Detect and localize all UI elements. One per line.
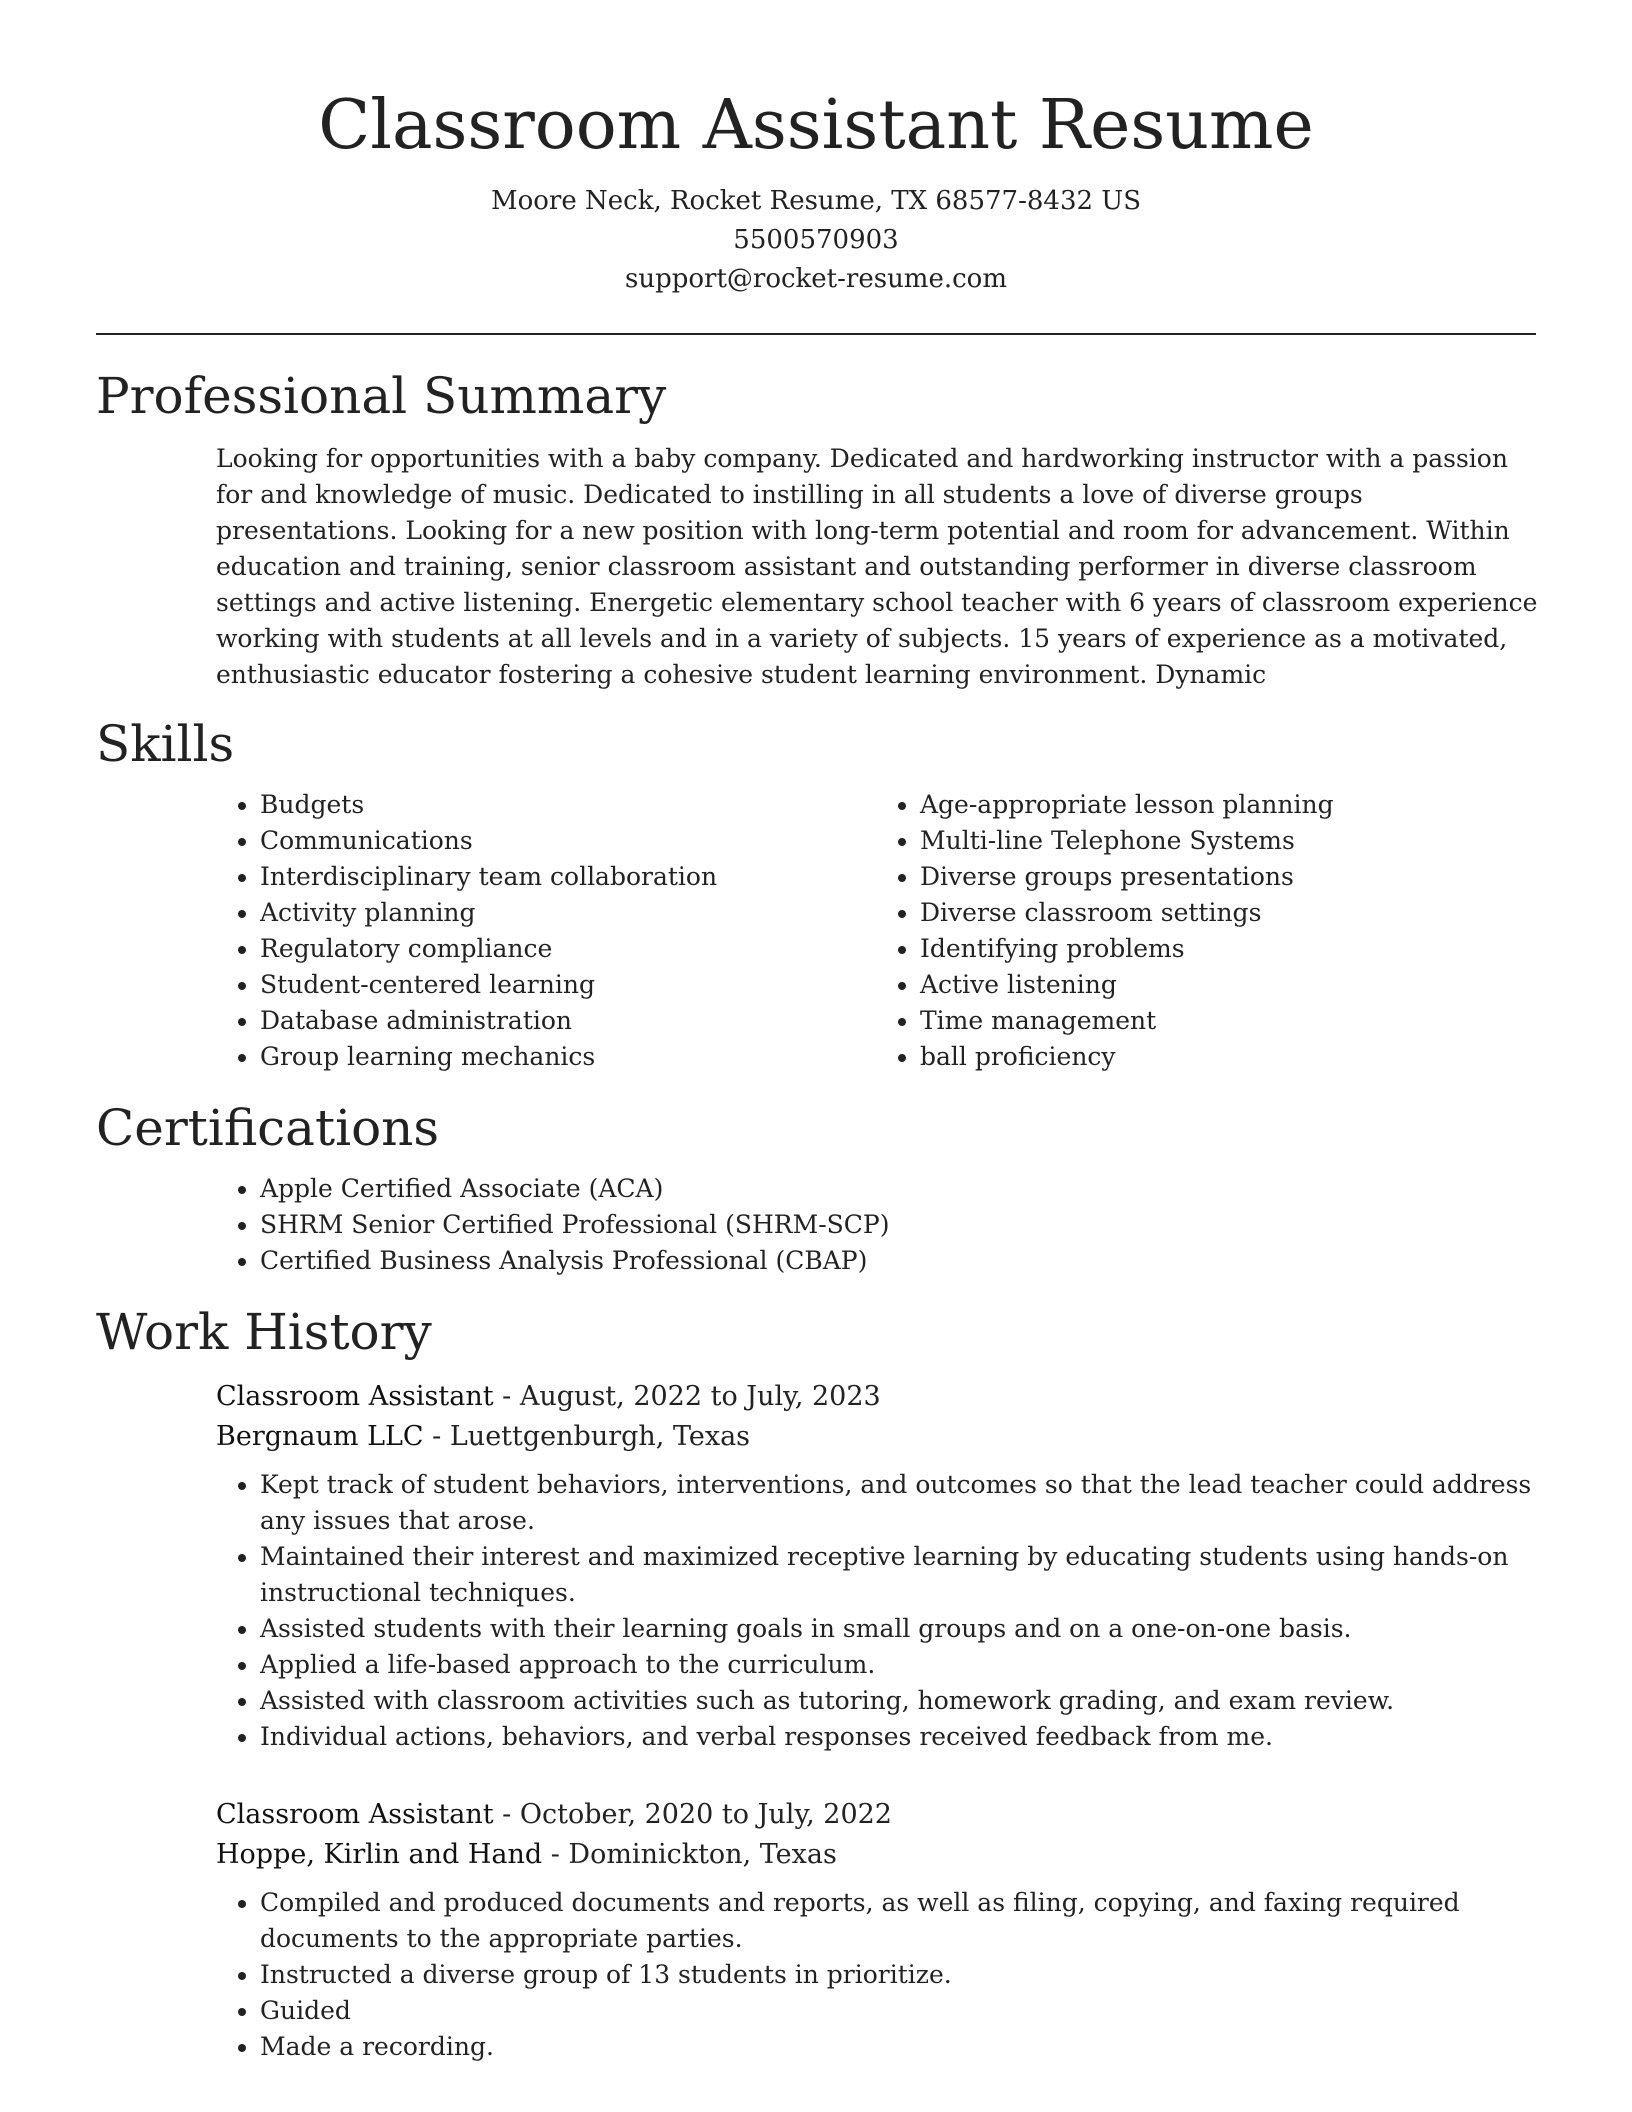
resume-page: [96, 0, 1536, 2065]
job-duty-item: • Assisted with classroom activities such as tutoring, homework grading, and exam review.: [260, 1683, 1550, 1719]
skill-item: • Activity planning: [260, 895, 876, 931]
skill-item: • Communications: [260, 823, 876, 859]
resume-header: [96, 0, 1536, 299]
skills-heading: Skills: [96, 715, 235, 773]
skill-item: • Student-centered learning: [260, 967, 876, 1003]
skill-item: • ball proficiency: [920, 1039, 1536, 1075]
job-company-line: [216, 1835, 1536, 1875]
job-duty-item: • Kept track of student behaviors, interventions, and outcomes so that the lead teacher could address any issues that arose.: [260, 1467, 1550, 1539]
skills-columns: [216, 787, 1536, 1075]
skill-item: • Diverse classroom settings: [920, 895, 1536, 931]
job-company: Hoppe, Kirlin and Hand: [216, 1839, 543, 1870]
job-duty-item: • Maintained their interest and maximized receptive learning by educating students using hands-on instructional techniques.: [260, 1539, 1550, 1611]
address-text: Moore Neck, Rocket Resume, TX 68577-8432 US: [490, 186, 1142, 216]
job-role: Classroom Assistant: [216, 1799, 494, 1830]
skill-item: • Active listening: [920, 967, 1536, 1003]
job-company: Bergnaum LLC: [216, 1421, 424, 1452]
summary-section: [96, 365, 1536, 693]
job-role: Classroom Assistant: [216, 1381, 494, 1412]
job-entry: [216, 1795, 1536, 2065]
skills-section: [96, 713, 1536, 1075]
job-entry: [216, 1377, 1536, 1755]
certifications-heading: Certifications: [96, 1099, 440, 1157]
job-duty-item: • Compiled and produced documents and reports, as well as filing, copying, and faxing required documents to the appropriate parties.: [260, 1885, 1550, 1957]
summary-heading: Professional Summary: [96, 367, 667, 425]
work-history-heading: Work History: [96, 1303, 432, 1361]
job-dates: - October, 2020 to July, 2022: [493, 1799, 892, 1830]
certification-item: • Apple Certified Associate (ACA): [260, 1171, 1536, 1207]
job-duty-item: • Made a recording.: [260, 2029, 1550, 2065]
job-duty-item: • Instructed a diverse group of 13 students in prioritize.: [260, 1957, 1550, 1993]
skill-item: • Time management: [920, 1003, 1536, 1039]
job-title-line: [216, 1377, 1536, 1417]
work-history-body: [216, 1377, 1536, 2065]
skill-item: • Budgets: [260, 787, 876, 823]
skill-item: • Database administration: [260, 1003, 876, 1039]
skill-item: • Identifying problems: [920, 931, 1536, 967]
skills-list-right: [876, 787, 1536, 1075]
summary-body: [216, 441, 1536, 693]
job-title-line: [216, 1795, 1536, 1835]
header-divider: [96, 333, 1536, 335]
job-duty-item: • Applied a life-based approach to the curriculum.: [260, 1647, 1550, 1683]
resume-title: Classroom Assistant Resume: [318, 86, 1314, 165]
summary-paragraph: Looking for opportunities with a baby company. Dedicated and hardworking instructor with a passion for and knowledge of music. Dedicated to instilling in all students a love of diverse groups presentations. Looking for a new position with long-term potential and room for advancement. Within education and training, senior classroom assistant and outstanding performer in diverse classroom settings and active listening. Energetic elementary school teacher with 6 years of classroom experience working with students at all levels and in a variety of subjects. 15 years of experience as a motivated, enthusiastic educator fostering a cohesive student learning environment. Dynamic: [216, 444, 1538, 689]
email-text: support@rocket-resume.com: [624, 264, 1007, 294]
skills-list-left: [216, 787, 876, 1075]
certifications-list: [216, 1171, 1536, 1279]
skill-item: • Interdisciplinary team collaboration: [260, 859, 876, 895]
skill-item: • Group learning mechanics: [260, 1039, 876, 1075]
skill-item: • Diverse groups presentations: [920, 859, 1536, 895]
skill-item: • Multi-line Telephone Systems: [920, 823, 1536, 859]
job-location: - Luettgenburgh, Texas: [423, 1421, 751, 1452]
job-duty-item: • Assisted students with their learning goals in small groups and on a one-on-one basis.: [260, 1611, 1550, 1647]
certification-item: • Certified Business Analysis Professional (CBAP): [260, 1243, 1536, 1279]
job-duty-item: • Individual actions, behaviors, and verbal responses received feedback from me.: [260, 1719, 1550, 1755]
job-dates: - August, 2022 to July, 2023: [493, 1381, 881, 1412]
skill-item: • Age-appropriate lesson planning: [920, 787, 1536, 823]
certification-item: • SHRM Senior Certified Professional (SHRM-SCP): [260, 1207, 1536, 1243]
job-location: - Dominickton, Texas: [542, 1839, 837, 1870]
job-duties-list: [216, 1467, 1550, 1755]
phone-text: 5500570903: [733, 225, 899, 255]
job-duties-list: [216, 1885, 1550, 2065]
certifications-body: [216, 1171, 1536, 1279]
certifications-section: [96, 1097, 1536, 1279]
job-duty-item: • Guided: [260, 1993, 1550, 2029]
job-company-line: [216, 1417, 1536, 1457]
contact-info: [96, 182, 1536, 299]
skill-item: • Regulatory compliance: [260, 931, 876, 967]
work-history-section: [96, 1301, 1536, 2065]
